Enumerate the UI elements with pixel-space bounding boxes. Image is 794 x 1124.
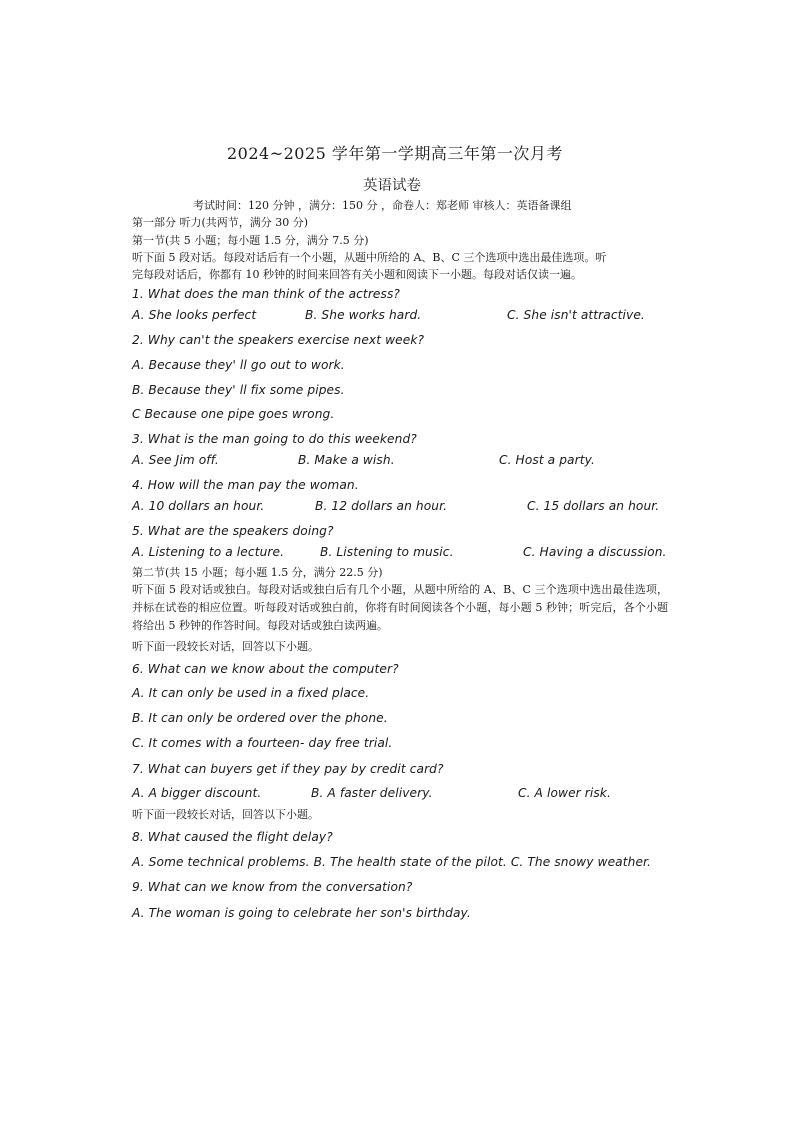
option-c: C. Host a party. <box>499 453 595 467</box>
section2-heading: 第二节(共 15 小题；每小题 1.5 分，满分 22.5 分) <box>132 566 383 579</box>
option-b: B. Make a wish. <box>298 453 395 467</box>
part1-heading: 第一部分 听力(共两节，满分 30 分) <box>132 216 309 229</box>
option-a: A. 10 dollars an hour. <box>132 499 265 513</box>
option-b: B. She works hard. <box>305 308 422 322</box>
question-stem: 1. What does the man think of the actress? <box>132 287 400 301</box>
question-stem: 5. What are the speakers doing? <box>132 524 334 538</box>
option-c: C. Having a discussion. <box>523 545 667 559</box>
exam-subtitle: 英语试卷 <box>363 178 421 194</box>
option-c: C. A lower risk. <box>518 786 611 800</box>
option-c: C. 15 dollars an hour. <box>527 499 660 513</box>
option-b: B. A faster delivery. <box>311 786 433 800</box>
option-b: B. Listening to music. <box>320 545 454 559</box>
option-a: A. Listening to a lecture. <box>132 545 285 559</box>
option-a: A. A bigger discount. <box>132 786 262 800</box>
exam-info: 考试时间：120 分钟 ，满分：150 分 ，命卷人：郑老师 审核人：英语备课组 <box>193 199 572 212</box>
listen-prompt: 听下面一段较长对话，回答以下小题。 <box>132 640 319 653</box>
question-stem: 7. What can buyers get if they pay by credit card? <box>132 762 444 776</box>
section1-instructions-line1: 听下面 5 段对话。每段对话后有一个小题，从题中所给的 A、B、C 三个选项中选出最佳选项。听 <box>132 251 607 264</box>
question-stem: 2. Why can't the speakers exercise next week? <box>132 333 425 347</box>
option-a: A. See Jim off. <box>132 453 219 467</box>
option-c: C. She isn't attractive. <box>507 308 645 322</box>
option-b: B. It can only be ordered over the phone. <box>132 711 388 725</box>
exam-title: 2024~2025 学年第一学期高三年第一次月考 <box>227 144 563 163</box>
option-c: C Because one pipe goes wrong. <box>132 407 335 421</box>
option-b: B. 12 dollars an hour. <box>315 499 448 513</box>
section1-instructions-line2: 完每段对话后，你都有 10 秒钟的时间来回答有关小题和阅读下一小题。每段对话仅读一遍。 <box>132 268 582 281</box>
option-a: A. It can only be used in a fixed place. <box>132 686 370 700</box>
option-a: A. The woman is going to celebrate her son's birthday. <box>132 906 471 920</box>
option-a: A. She looks perfect <box>132 308 257 322</box>
question-stem: 9. What can we know from the conversation? <box>132 880 413 894</box>
option-a: A. Because they' ll go out to work. <box>132 358 345 372</box>
question-stem: 4. How will the man pay the woman. <box>132 478 359 492</box>
question-stem: 3. What is the man going to do this weekend? <box>132 432 417 446</box>
section1-heading: 第一节(共 5 小题；每小题 1.5 分，满分 7.5 分) <box>132 234 369 247</box>
listen-prompt: 听下面一段较长对话，回答以下小题。 <box>132 808 319 821</box>
option-b: B. Because they' ll fix some pipes. <box>132 383 345 397</box>
section2-instructions: 听下面 5 段对话或独白。每段对话或独白后有几个小题，从题中所给的 A、B、C 三个选项中选出最佳选项，并标在试卷的相应位置。听每段对话或独白前，你将有时间阅读各个小题，每小题 5 秒钟；听完后，各个小题将给出 5 秒钟的作答时间。每段对话或独白读两遍。 <box>132 583 668 632</box>
options-line: A. Some technical problems. B. The health state of the pilot. C. The snowy weather. <box>132 855 652 869</box>
question-stem: 8. What caused the flight delay? <box>132 830 333 844</box>
question-stem: 6. What can we know about the computer? <box>132 662 399 676</box>
option-c: C. It comes with a fourteen- day free trial. <box>132 736 393 750</box>
